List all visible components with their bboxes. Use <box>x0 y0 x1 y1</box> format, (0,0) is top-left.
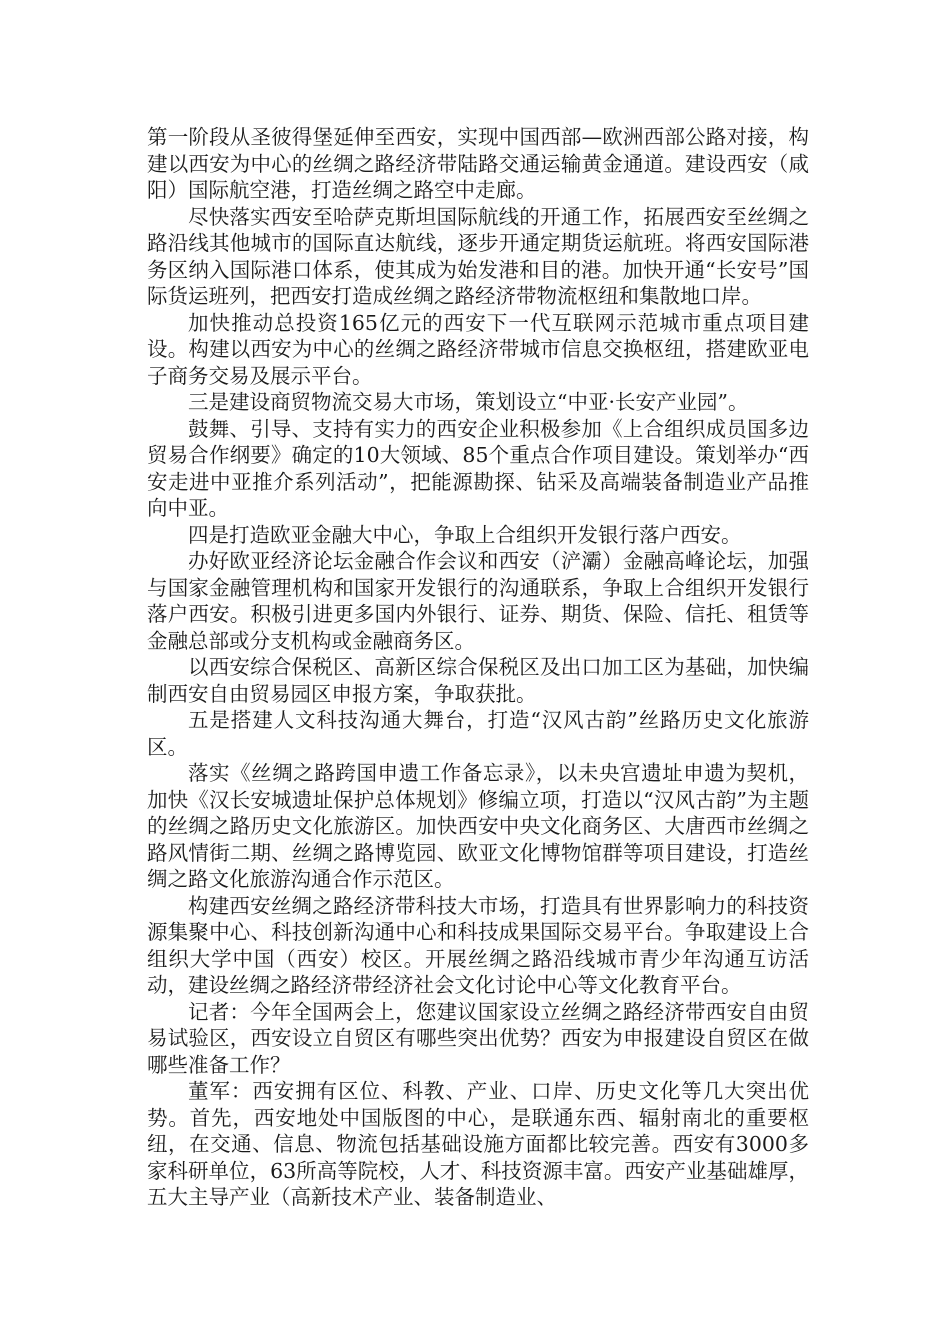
paragraph-2: 尽快落实西安至哈萨克斯坦国际航线的开通工作，拓展西安至丝绸之路沿线其他城市的国际直达航线，逐步开通定期货运航班。将西安国际港务区纳入国际港口体系，使其成为始发港和目的港。加快开通“长安号”国际货运班列，把西安打造成丝绸之路经济带物流枢纽和集散地口岸。 <box>147 204 809 308</box>
paragraph-1: 第一阶段从圣彼得堡延伸至西安，实现中国西部—欧洲西部公路对接，构建以西安为中心的丝绸之路经济带陆路交通运输黄金通道。建设西安（咸阳）国际航空港，打造丝绸之路空中走廊。 <box>147 125 809 202</box>
paragraph-7: 办好欧亚经济论坛金融合作会议和西安（浐灞）金融高峰论坛，加强与国家金融管理机构和国家开发银行的沟通联系，争取上合组织开发银行落户西安。积极引进更多国内外银行、证券、期货、保险、信托、租赁等金融总部或分支机构或金融商务区。 <box>147 549 809 653</box>
paragraph-5: 鼓舞、引导、支持有实力的西安企业积极参加《上合组织成员国多边贸易合作纲要》确定的10大领域、85个重点合作项目建设。策划举办“西安走进中亚推介系列活动”，把能源勘探、钻采及高端装备制造业产品推向中亚。 <box>147 416 809 520</box>
paragraph-10: 落实《丝绸之路跨国申遗工作备忘录》，以未央宫遗址申遗为契机，加快《汉长安城遗址保护总体规划》修编立项，打造以“汉风古韵”为主题的丝绸之路历史文化旅游区。加快西安中央文化商务区、大唐西市丝绸之路风情街二期、丝绸之路博览园、欧亚文化博物馆群等项目建设，打造丝绸之路文化旅游沟通合作示范区。 <box>147 761 809 891</box>
paragraph-6: 四是打造欧亚金融大中心，争取上合组织开发银行落户西安。 <box>188 522 742 547</box>
paragraph-12: 记者：今年全国两会上，您建议国家设立丝绸之路经济带西安自由贸易试验区，西安设立自贸区有哪些突出优势？西安为申报建设自贸区在做哪些准备工作？ <box>147 999 809 1077</box>
paragraph-3: 加快推动总投资165亿元的西安下一代互联网示范城市重点项目建设。构建以西安为中心的丝绸之路经济带城市信息交换枢纽，搭建欧亚电子商务交易及展示平台。 <box>147 310 809 388</box>
paragraph-13: 董军：西安拥有区位、科教、产业、口岸、历史文化等几大突出优势。首先，西安地处中国版图的中心，是联通东西、辐射南北的重要枢纽，在交通、信息、物流包括基础设施方面都比较完善。西安有3000多家科研单位，63所高等院校，人才、科技资源丰富。西安产业基础雄厚，五大主导产业（高新技术产业、装备制造业、 <box>147 1079 809 1209</box>
paragraph-4: 三是建设商贸物流交易大市场，策划设立“中亚·长安产业园”。 <box>188 390 749 414</box>
paragraph-9: 五是搭建人文科技沟通大舞台，打造“汉风古韵”丝路历史文化旅游区。 <box>147 708 809 759</box>
document-page <box>147 124 809 1211</box>
paragraph-11: 构建西安丝绸之路经济带科技大市场，打造具有世界影响力的科技资源集聚中心、科技创新沟通中心和科技成果国际交易平台。争取建设上合组织大学中国（西安）校区。开展丝绸之路沿线城市青少年沟通互访活动，建设丝绸之路经济带经济社会文化讨论中心等文化教育平台。 <box>147 893 809 997</box>
paragraph-8: 以西安综合保税区、高新区综合保税区及出口加工区为基础，加快编制西安自由贸易园区申报方案，争取获批。 <box>147 655 809 706</box>
